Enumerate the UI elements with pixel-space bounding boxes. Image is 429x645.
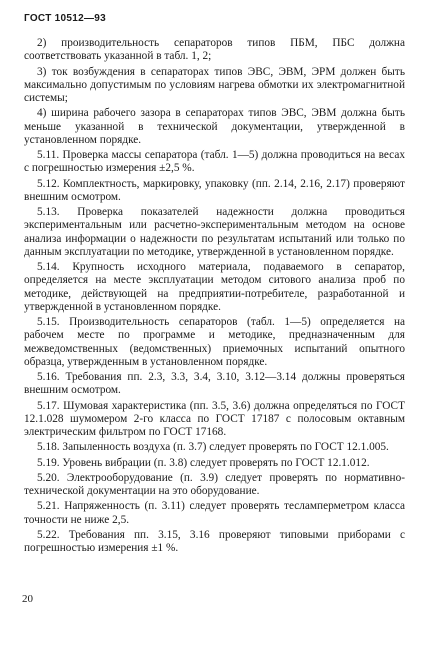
paragraph-5-13: 5.13. Проверка показателей надежности должна проводиться экспериментальным или расчетно-экспериментальным методом на основе анализа информации о надежности по результатам испытаний или только по данным эксплуатации по методике, утвержденной в установленном порядке.: [24, 206, 405, 258]
paragraph-5-12: 5.12. Комплектность, маркировку, упаковку (пп. 2.14, 2.16, 2.17) проверяют внешним осмотром.: [24, 177, 405, 203]
paragraph-5-14: 5.14. Крупность исходного материала, подаваемого в сепаратор, определяется на месте эксплуатации методом ситового анализа проб по методике, действующей на предприятии-потребителе, разработанной и утвержденной в установленном порядке.: [24, 261, 405, 313]
paragraph-4: 4) ширина рабочего зазора в сепараторах типов ЭВС, ЭВМ должна быть меньше указанной в технической документации, утвержденной в установленном порядке.: [24, 107, 405, 146]
paragraph-5-15: 5.15. Производительность сепараторов (табл. 1—5) определяется на рабочем месте по программе и методике, предназначенным для межведомственных (ведомственных) приемочных испытаний опытного образца, утвержденным в установленном порядке.: [24, 316, 405, 368]
document-body: [24, 37, 405, 557]
paragraph-5-17: 5.17. Шумовая характеристика (пп. 3.5, 3.6) должна определяться по ГОСТ 12.1.028 шумомером 2-го класса по ГОСТ 17187 с полосовым октавным электрическим фильтром по ГОСТ 17168.: [24, 399, 405, 438]
paragraph-5-21: 5.21. Напряженность (п. 3.11) следует проверять тесламперметром класса точности не ниже 2,5.: [24, 500, 405, 526]
paragraph-5-18: 5.18. Запыленность воздуха (п. 3.7) следует проверять по ГОСТ 12.1.005.: [37, 441, 389, 454]
paragraph-2: 2) производительность сепараторов типов ПБМ, ПБС должна соответствовать указанной в табл. 1, 2;: [24, 37, 405, 63]
paragraph-5-16: 5.16. Требования пп. 2.3, 3.3, 3.4, 3.10, 3.12—3.14 должны проверяться внешним осмотром.: [24, 371, 405, 397]
paragraph-3: 3) ток возбуждения в сепараторах типов ЭВС, ЭВМ, ЭРМ должен быть максимально допустимым по условиям нагрева обмотки их электромагнитной системы;: [24, 65, 405, 104]
paragraph-5-11: 5.11. Проверка массы сепаратора (табл. 1—5) должна проводиться на весах с погрешностью измерения ±2,5 %.: [24, 149, 405, 175]
paragraph-5-22: 5.22. Требования пп. 3.15, 3.16 проверяют типовыми приборами с погрешностью измерения ±1 %.: [24, 528, 405, 554]
page-number: 20: [22, 593, 33, 605]
paragraph-5-20: 5.20. Электрооборудование (п. 3.9) следует проверять по нормативно-технической документации на это оборудование.: [24, 471, 405, 497]
document-header: ГОСТ 10512—93: [24, 13, 107, 24]
paragraph-5-19: 5.19. Уровень вибрации (п. 3.8) следует проверять по ГОСТ 12.1.012.: [37, 456, 370, 469]
